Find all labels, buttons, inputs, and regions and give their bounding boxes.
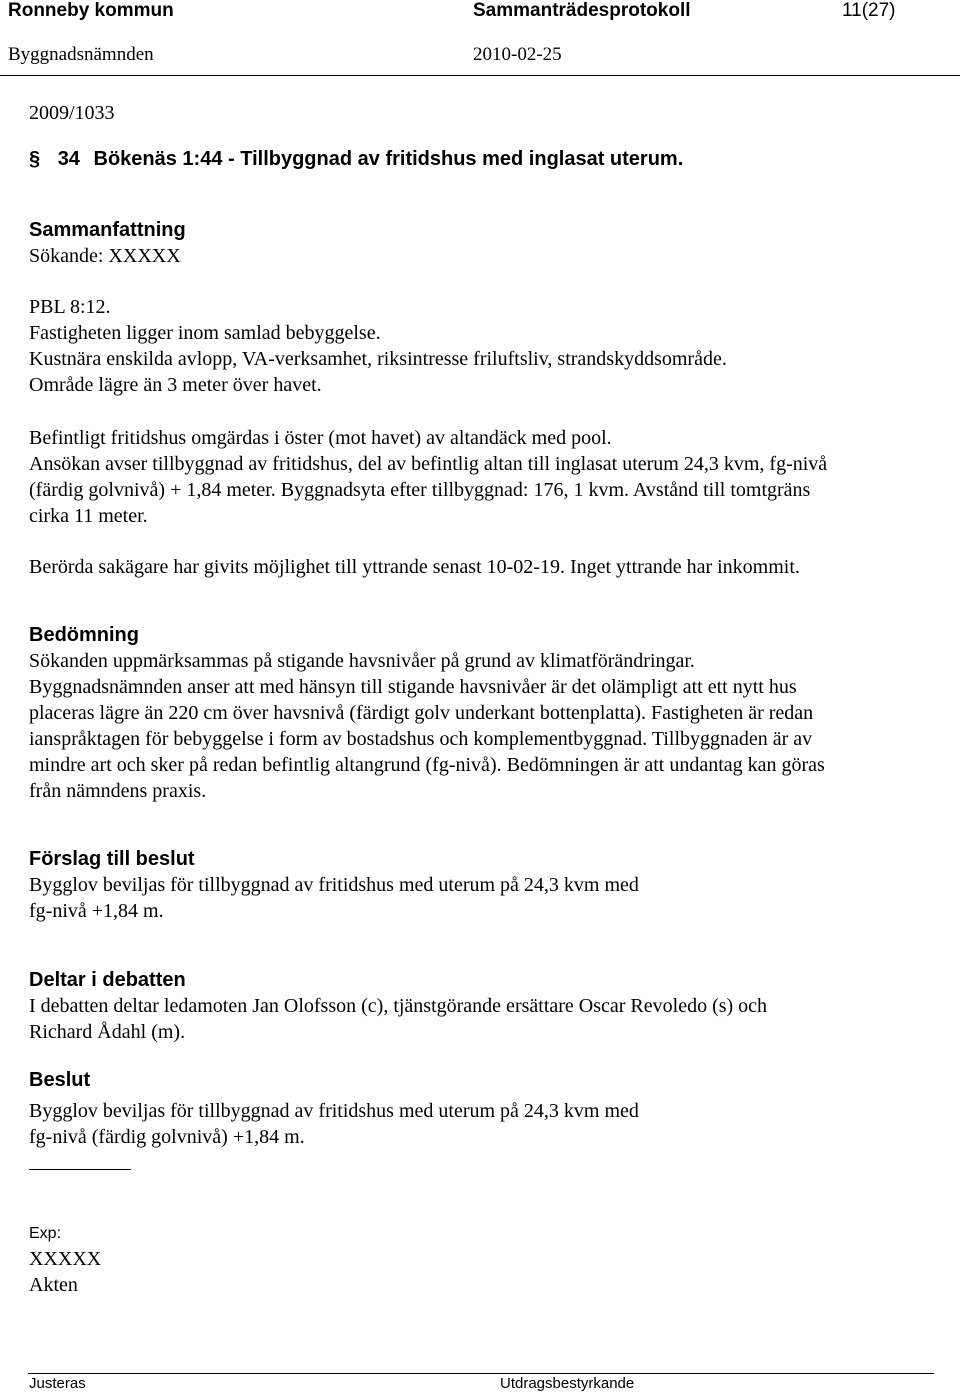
case-number: 2009/1033 <box>29 102 115 124</box>
debate-line: Richard Ådahl (m). <box>29 1021 186 1043</box>
debate-heading: Deltar i debatten <box>29 969 186 991</box>
assessment-heading: Bedömning <box>29 624 139 646</box>
assessment-line: mindre art och sker på redan befintlig altangrund (fg-nivå). Bedömningen är att undantag kan göras <box>29 754 825 776</box>
dispatch-recipient: XXXXX <box>29 1248 102 1270</box>
footer-utdragsbestyrkande: Utdragsbestyrkande <box>500 1375 635 1392</box>
signature-rule <box>29 1169 131 1170</box>
section-number: 34 <box>57 148 80 170</box>
proposal-line: Bygglov beviljas för tillbyggnad av fritidshus med uterum på 24,3 kvm med <box>29 874 639 896</box>
section-title <box>29 146 683 172</box>
summary-heading: Sammanfattning <box>29 219 186 241</box>
proposal-heading: Förslag till beslut <box>29 848 195 870</box>
document-type: Sammanträdesprotokoll <box>473 0 691 21</box>
dispatch-list <box>29 1246 929 1298</box>
section-title-text: Bökenäs 1:44 - Tillbyggnad av fritidshus med inglasat uterum. <box>93 148 684 170</box>
assessment-line: ianspråktagen för bebyggelse i form av bostadshus och komplementbyggnad. Tillbyggnaden är av <box>29 728 813 750</box>
decision-heading: Beslut <box>29 1069 91 1091</box>
summary-line: Ansökan avser tillbyggnad av fritidshus, del av befintlig altan till inglasat uterum 24,3 kvm, fg-nivå <box>29 453 828 475</box>
debate-line: I debatten deltar ledamoten Jan Olofsson (c), tjänstgörande ersättare Oscar Revoledo (s) och <box>29 995 768 1017</box>
summary-line: Befintligt fritidshus omgärdas i öster (mot havet) av altandäck med pool. <box>29 427 612 449</box>
organization-name: Ronneby kommun <box>8 0 174 21</box>
summary-line: Område lägre än 3 meter över havet. <box>29 374 322 396</box>
debate-text <box>29 993 929 1045</box>
applicant-line: Sökande: XXXXX <box>29 245 181 267</box>
board-name: Byggnadsnämnden <box>8 44 154 65</box>
summary-line: cirka 11 meter. <box>29 505 148 527</box>
dispatch-label: Exp: <box>29 1225 62 1242</box>
footer-justeras: Justeras <box>29 1375 86 1392</box>
summary-line: Kustnära enskilda avlopp, VA-verksamhet, riksintresse friluftsliv, strandskyddsområde. <box>29 348 727 370</box>
footer-divider <box>28 1373 934 1374</box>
summary-line: PBL 8:12. <box>29 296 111 318</box>
neighbour-notice: Berörda sakägare har givits möjlighet till yttrande senast 10-02-19. Inget yttrande har inkommit. <box>29 556 800 578</box>
dispatch-recipient: Akten <box>29 1274 78 1296</box>
proposal-line: fg-nivå +1,84 m. <box>29 900 164 922</box>
decision-text <box>29 1098 929 1150</box>
meeting-date: 2010-02-25 <box>473 44 562 65</box>
section-symbol: § <box>29 148 41 170</box>
header-divider <box>0 75 960 76</box>
summary-line: Fastigheten ligger inom samlad bebyggelse. <box>29 322 381 344</box>
assessment-line: Sökanden uppmärksammas på stigande havsnivåer på grund av klimatförändringar. <box>29 650 695 672</box>
assessment-text <box>29 648 929 804</box>
decision-line: Bygglov beviljas för tillbyggnad av fritidshus med uterum på 24,3 kvm med <box>29 1100 639 1122</box>
proposal-text <box>29 872 929 924</box>
assessment-line: Byggnadsnämnden anser att med hänsyn till stigande havsnivåer är det olämpligt att ett nytt hus <box>29 676 797 698</box>
summary-description <box>29 425 929 529</box>
assessment-line: från nämndens praxis. <box>29 780 207 802</box>
summary-line: (färdig golvnivå) + 1,84 meter. Byggnadsyta efter tillbyggnad: 176, 1 kvm. Avstånd till tomtgräns <box>29 479 811 501</box>
decision-line: fg-nivå (färdig golvnivå) +1,84 m. <box>29 1126 305 1148</box>
assessment-line: placeras lägre än 220 cm över havsnivå (färdigt golv underkant bottenplatta). Fastigheten är redan <box>29 702 814 724</box>
summary-facts <box>29 294 929 398</box>
page-number: 11(27) <box>842 0 896 21</box>
